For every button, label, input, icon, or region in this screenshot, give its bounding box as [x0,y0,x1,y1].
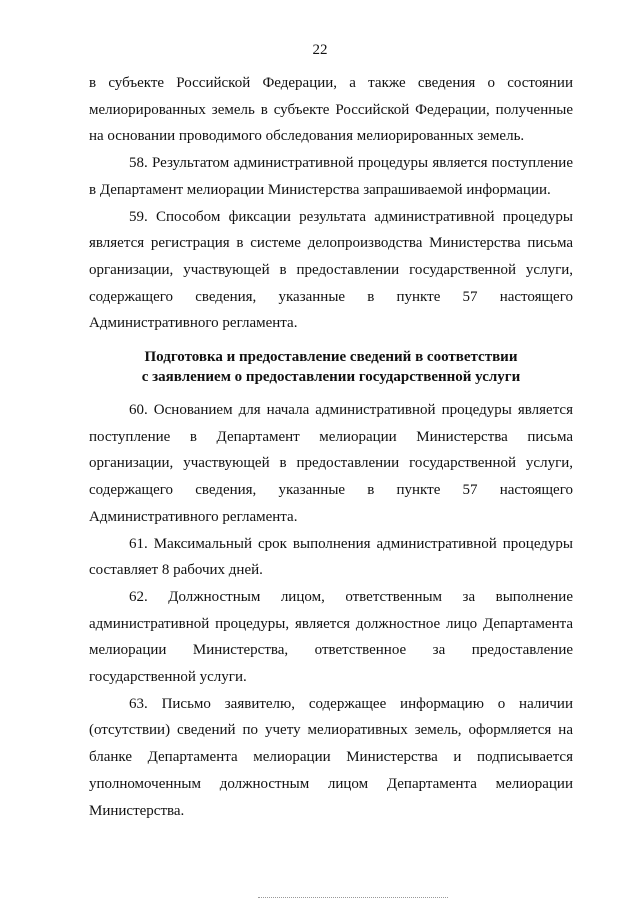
page-number: 22 [312,42,328,58]
paragraph-58: 58. Результатом административной процедуры является поступление в Департамент мелиорации Министерства запрашиваемой информации. [89,155,573,198]
paragraph-intro: в субъекте Российской Федерации, а также сведения о состоянии мелиорированных земель в субъекте Российской Федерации, полученные на основании проводимого обследования мелиорированных земель. [89,75,573,145]
section-heading [89,347,573,387]
paragraph-59: 59. Способом фиксации результата административной процедуры является регистрация в системе делопроизводства Министерства письма организации, участвующей в предоставлении государственной услуги, содержащего сведения, указанные в пункте 57 настоящего Административного регламента. [89,208,573,332]
paragraph-60: 60. Основанием для начала административной процедуры является поступление в Департамент мелиорации Министерства письма организации, участвующей в предоставлении государственной услуги, содержащего сведения, указанные в пункте 57 настоящего Административного регламента. [89,402,573,525]
document-body [89,70,573,824]
paragraph-61: 61. Максимальный срок выполнения административной процедуры составляет 8 рабочих дней. [89,535,573,579]
section-heading-line-2: с заявлением о предоставлении государственной услуги [141,369,521,386]
footer-divider [258,897,448,898]
paragraph-63: 63. Письмо заявителю, содержащее информацию о наличии (отсутствии) сведений по учету мелиоративных земель, оформляется на бланке Департамента мелиорации Министерства и подписывается уполномоченным должностным лицом Департамента мелиорации Министерства. [89,695,573,819]
paragraph-62: 62. Должностным лицом, ответственным за выполнение административной процедуры, является должностное лицо Департамента мелиорации Министерства, ответственное за предоставление государственной услуги. [89,588,573,686]
section-heading-line-1: Подготовка и предоставление сведений в соответствии [144,349,518,366]
